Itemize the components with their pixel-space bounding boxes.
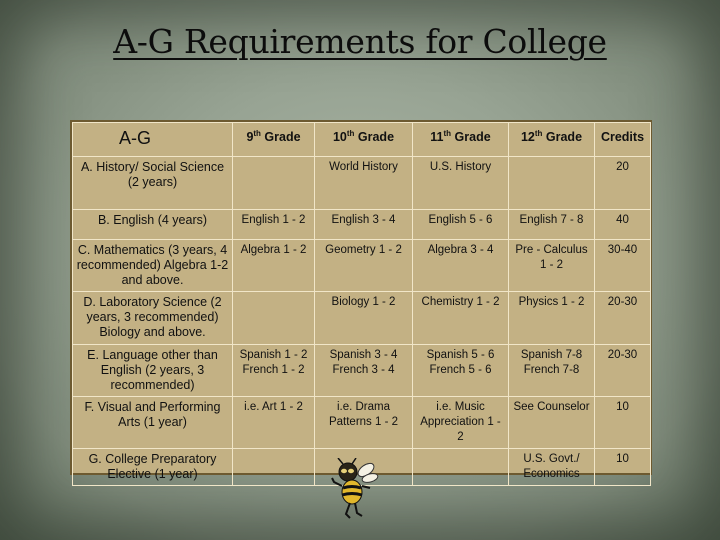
cell-11th [413,449,509,486]
cell-12th: U.S. Govt./ Economics [509,449,595,486]
cell-11th: Chemistry 1 - 2 [413,292,509,345]
table-row [73,240,651,292]
cell-11th [413,345,509,397]
cell-line: French 1 - 2 [242,364,305,376]
cell-12th: Pre - Calculus 1 - 2 [509,240,595,292]
cell-12th: Physics 1 - 2 [509,292,595,345]
requirements-table [70,120,652,481]
table-row [73,397,651,449]
cell-line: Spanish 1 - 2 [239,349,308,361]
cell-line: Spanish 5 - 6 [426,349,495,361]
yellow-jacket-mascot-icon [328,458,380,520]
row-label: G. College Preparatory Elective (1 year) [73,449,233,486]
page-title: A-G Requirements for College [113,22,607,61]
cell-12th: English 7 - 8 [509,210,595,240]
cell-10th: Biology 1 - 2 [315,292,413,345]
header-credits: Credits [595,123,651,157]
cell-10th: i.e. Drama Patterns 1 - 2 [315,397,413,449]
header-12th-grade: 12th Grade [509,123,595,157]
cell-12th: See Counselor [509,397,595,449]
row-label: A. History/ Social Science (2 years) [73,157,233,210]
cell-credits: 20-30 [595,345,651,397]
table-row [73,210,651,240]
cell-9th [233,157,315,210]
table-row [73,157,651,210]
cell-10th [315,345,413,397]
cell-line: French 3 - 4 [332,364,395,376]
cell-9th: English 1 - 2 [233,210,315,240]
header-ag: A-G [73,123,233,157]
cell-line: French 5 - 6 [429,364,492,376]
cell-11th: U.S. History [413,157,509,210]
header-9th-grade: 9th Grade [233,123,315,157]
header-10th-grade: 10th Grade [315,123,413,157]
cell-line: Spanish 7-8 [520,349,583,361]
cell-9th [233,345,315,397]
cell-9th [233,449,315,486]
cell-credits: 10 [595,397,651,449]
header-11th-grade: 11th Grade [413,123,509,157]
row-label: E. Language other than English (2 years, 3 recommended) [73,345,233,397]
cell-10th: World History [315,157,413,210]
cell-9th [233,292,315,345]
row-label: C. Mathematics (3 years, 4 recommended) Algebra 1-2 and above. [73,240,233,292]
row-label: D. Laboratory Science (2 years, 3 recommended) Biology and above. [73,292,233,345]
cell-10th: Geometry 1 - 2 [315,240,413,292]
cell-11th: Algebra 3 - 4 [413,240,509,292]
table-row [73,345,651,397]
cell-9th: Algebra 1 - 2 [233,240,315,292]
cell-credits: 10 [595,449,651,486]
table-header-row [73,123,651,157]
cell-11th: English 5 - 6 [413,210,509,240]
table-row [73,292,651,345]
cell-12th [509,345,595,397]
cell-credits: 20 [595,157,651,210]
cell-9th: i.e. Art 1 - 2 [233,397,315,449]
cell-10th: English 3 - 4 [315,210,413,240]
row-label: F. Visual and Performing Arts (1 year) [73,397,233,449]
cell-12th [509,157,595,210]
cell-line: Spanish 3 - 4 [329,349,398,361]
cell-line: French 7-8 [523,364,580,376]
cell-11th: i.e. Music Appreciation 1 - 2 [413,397,509,449]
cell-credits: 30-40 [595,240,651,292]
cell-credits: 40 [595,210,651,240]
row-label: B. English (4 years) [73,210,233,240]
cell-credits: 20-30 [595,292,651,345]
